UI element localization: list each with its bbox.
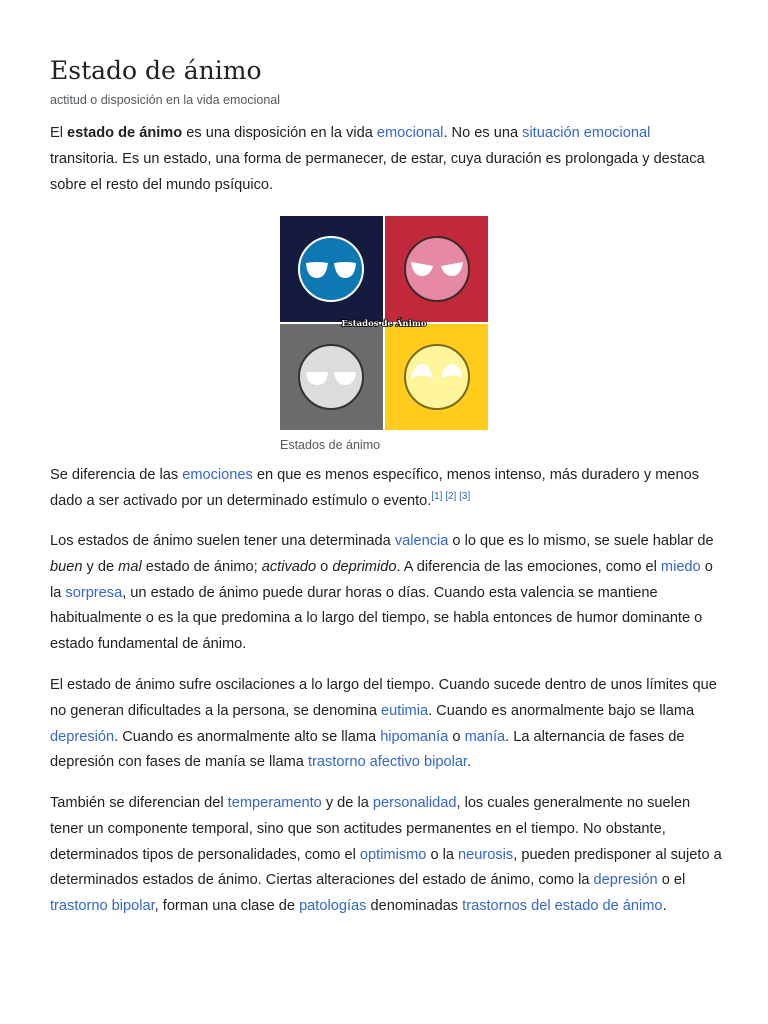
page-subtitle: actitud o disposición en la vida emocional (50, 93, 280, 107)
link-mania[interactable]: manía (464, 728, 506, 745)
reference-3[interactable]: [3] (459, 490, 471, 502)
happy-face-icon (405, 345, 469, 409)
mood-states-image[interactable] (280, 216, 488, 430)
sleepy-face-icon (299, 237, 363, 301)
paragraph-4: El estado de ánimo sufre oscilaciones a lo largo del tiempo. Cuando sucede dentro de unos límites que no generan dificultades a la persona, se denomina eutimia. Cuando es anormalmente bajo se llama depresión. Cuando es anormalmente alto se llama hipomanía o manía. La alternancia de fases de depresión con fases de manía se llama trastorno afectivo bipolar. (50, 677, 717, 771)
neutral-face-icon (299, 345, 363, 409)
link-hipomania[interactable]: hipomanía (380, 728, 449, 745)
link-situacion-emocional[interactable]: situación emocional (522, 125, 651, 141)
figure-caption: Estados de ánimo (280, 438, 381, 452)
link-eutimia[interactable]: eutimia (381, 702, 429, 719)
link-personalidad[interactable]: personalidad (372, 795, 457, 811)
link-temperamento[interactable]: temperamento (227, 795, 322, 811)
intro-paragraph: El estado de ánimo es una disposición en la vida emocional. No es una situación emocional transitoria. Es un estado, una forma de permanecer, de estar, cuya duración es prolongada y destaca sobre el resto del mundo psíquico. (50, 125, 705, 193)
paragraph-5: También se diferencian del temperamento y de la personalidad, los cuales generalmente no suelen tener un componente temporal, sino que son actitudes permanentes en el tiempo. No obstante, determinados tipos de personalidades, como el optimismo o la neurosis, pueden predisponer al sujeto a determinados estados de ánimo. Ciertas alteraciones del estado de ánimo, como la depresión o el trastorno bipolar, forman una clase de patologías denominadas trastornos del estado de ánimo. (50, 795, 722, 915)
reference-1[interactable]: [1] (431, 490, 443, 502)
link-neurosis[interactable]: neurosis (458, 846, 514, 863)
link-emocional[interactable]: emocional (376, 125, 444, 141)
link-trastorno-bipolar[interactable]: trastorno bipolar (50, 898, 155, 915)
link-emociones[interactable]: emociones (182, 467, 253, 483)
paragraph-3: Los estados de ánimo suelen tener una determinada valencia o lo que es lo mismo, se suele hablar de buen y de mal estado de ánimo; activado o deprimido. A diferencia de las emociones, como el miedo o la sorpresa, un estado de ánimo puede durar horas o días. Cuando esta valencia se mantiene habitualmente o es la que predomina a lo largo del tiempo, se habla entonces de humor dominante o estado fundamental de ánimo. (50, 533, 714, 653)
link-patologias[interactable]: patologías (299, 898, 367, 915)
link-miedo[interactable]: miedo (660, 558, 701, 575)
link-depresion[interactable]: depresión (50, 728, 115, 745)
bold-term: estado de ánimo (67, 125, 183, 141)
paragraph-2: Se diferencia de las emociones en que es menos específico, menos intenso, más duradero y menos dado a ser activado por un determinado estímulo o evento.[1] [2] [3] (50, 467, 699, 509)
image-label: Estados de Ánimo (341, 319, 427, 329)
link-trastornos-del-estado-de-animo[interactable]: trastornos del estado de ánimo (462, 898, 663, 915)
link-valencia[interactable]: valencia (394, 533, 449, 549)
link-trastorno-afectivo-bipolar[interactable]: trastorno afectivo bipolar (307, 754, 467, 771)
reference-2[interactable]: [2] (445, 490, 457, 502)
page-title: Estado de ánimo (50, 56, 262, 85)
link-depresion-2[interactable]: depresión (593, 872, 658, 889)
link-optimismo[interactable]: optimismo (359, 846, 427, 863)
angry-face-icon (405, 237, 469, 301)
link-sorpresa[interactable]: sorpresa (65, 584, 123, 601)
